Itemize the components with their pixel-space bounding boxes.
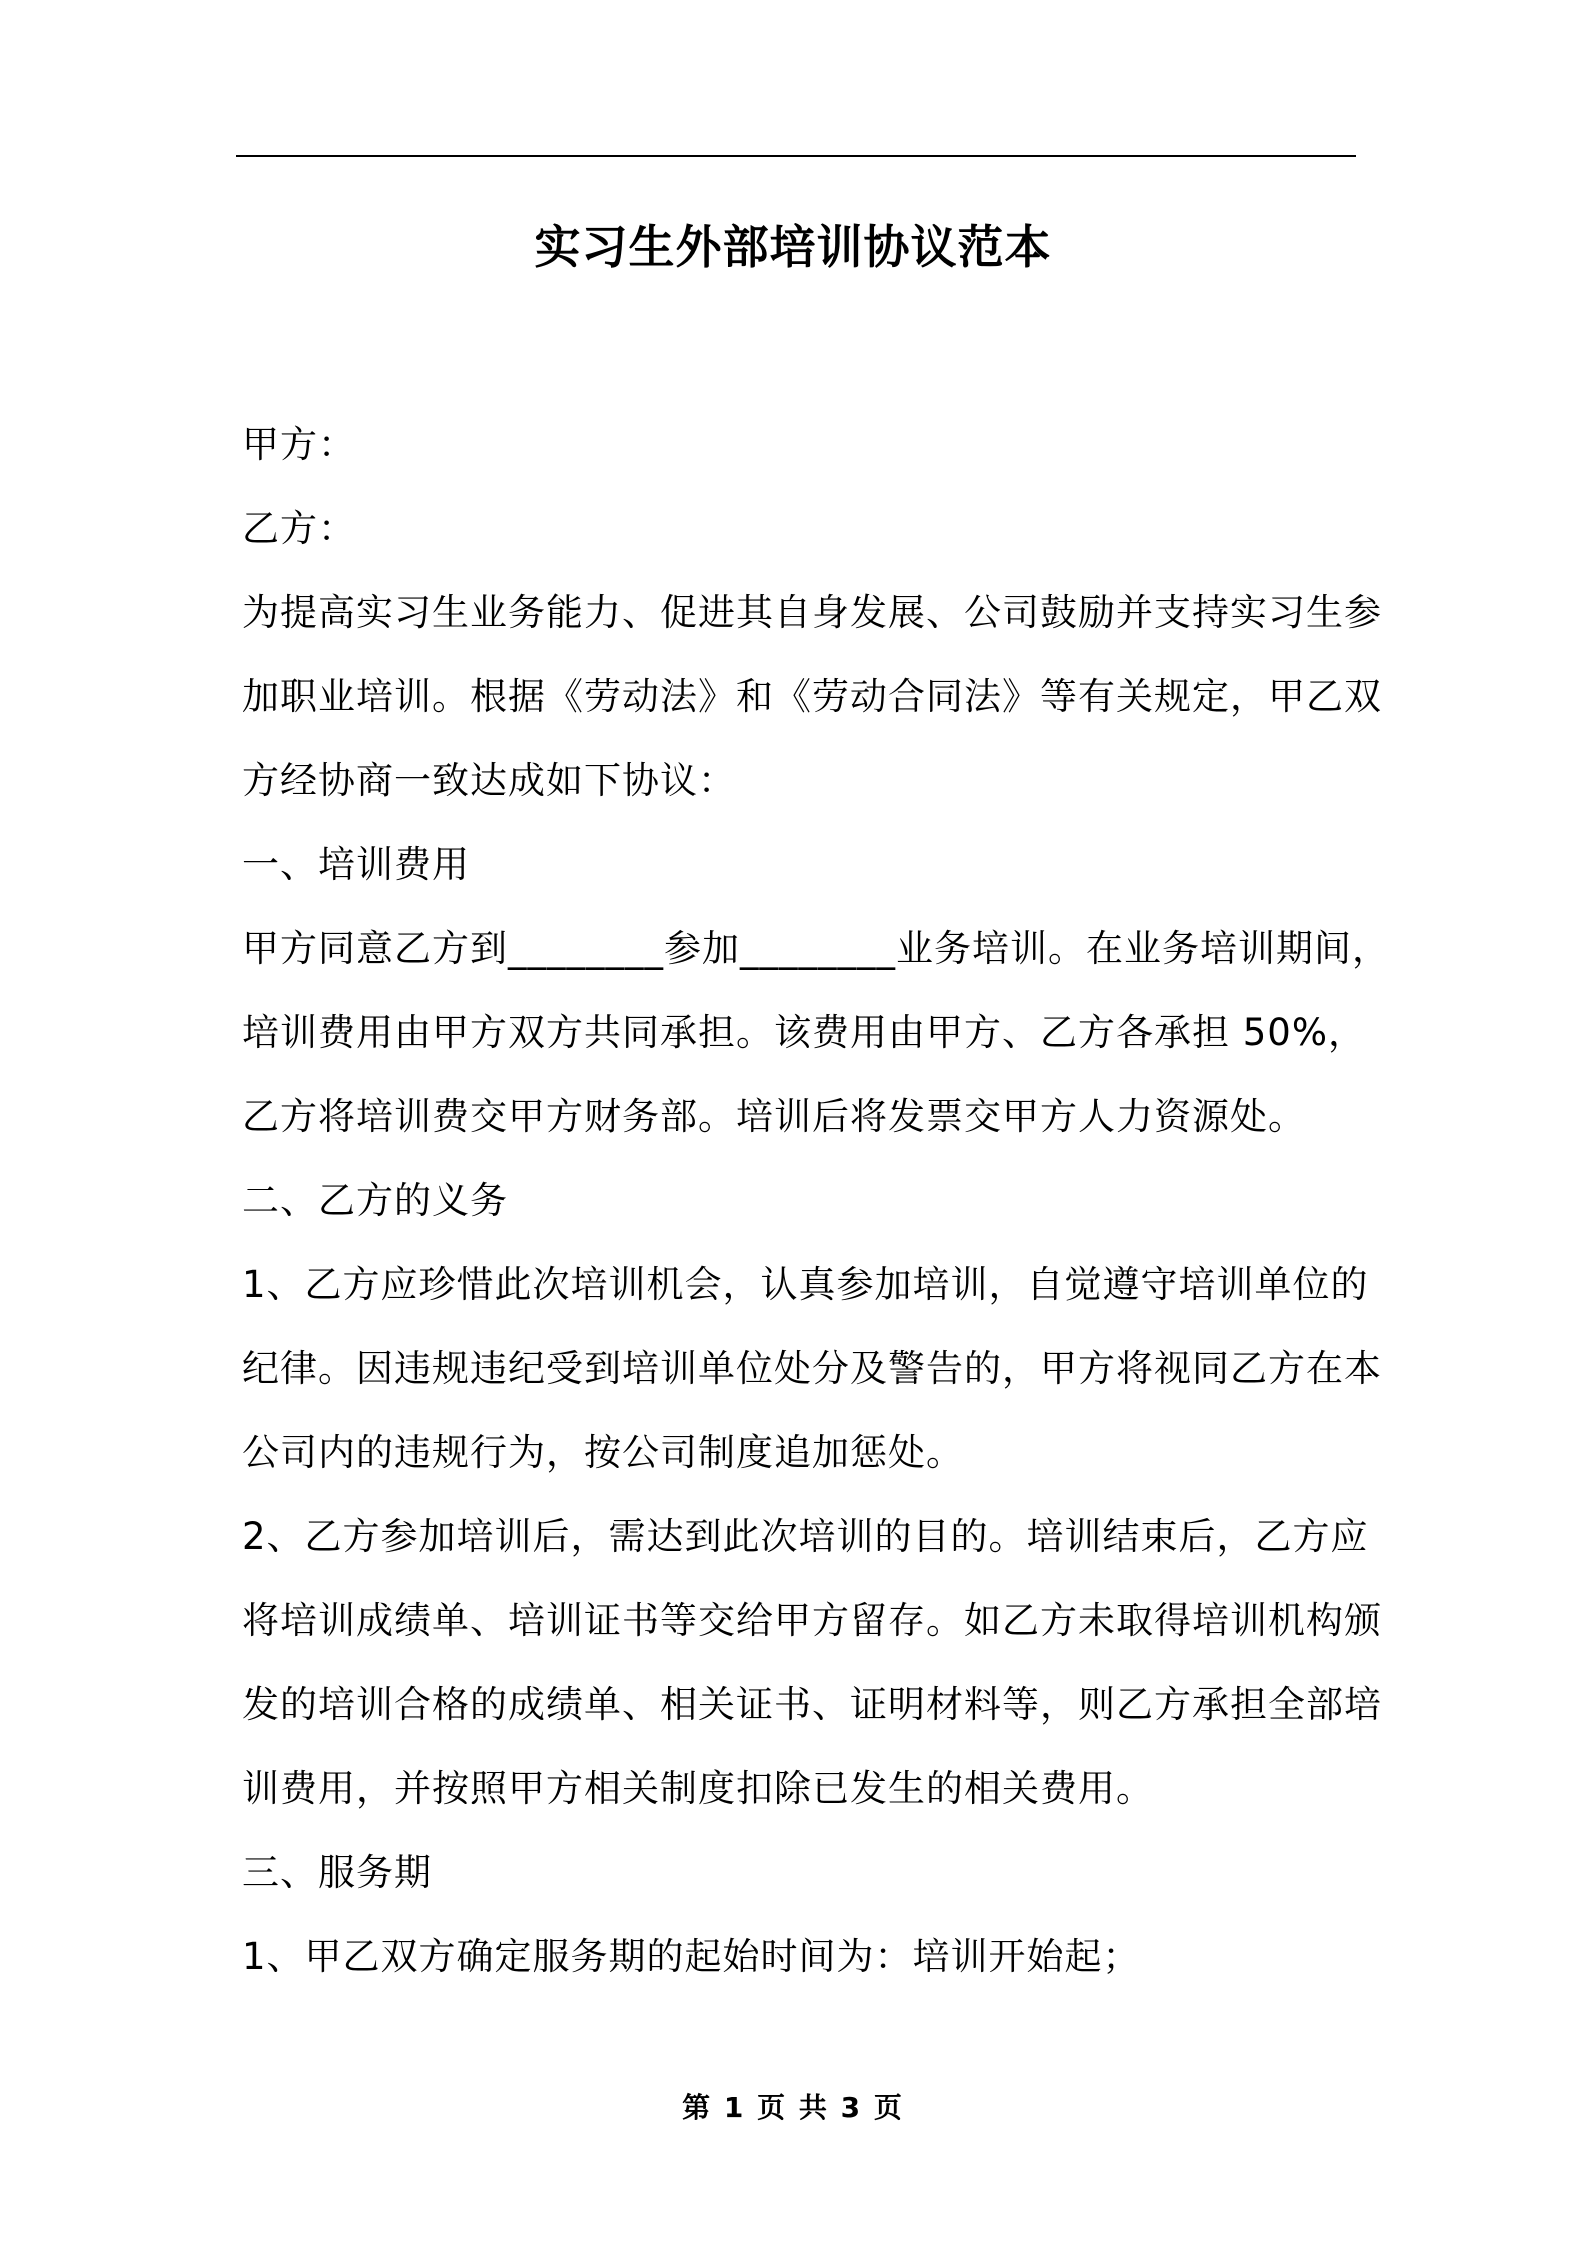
party-a-line: 甲方： <box>242 423 356 466</box>
intro-line: 方经协商一致达成如下协议： <box>242 759 736 802</box>
section-heading-service-period: 三、服务期 <box>242 1851 432 1894</box>
intro-line: 为提高实习生业务能力、促进其自身发展、公司鼓励并支持实习生参 <box>242 591 1382 634</box>
obligation-1-line: 纪律。因违规违纪受到培训单位处分及警告的，甲方将视同乙方在本 <box>242 1347 1382 1390</box>
service-period-1-line: 1、甲乙双方确定服务期的起始时间为：培训开始起； <box>242 1935 1141 1978</box>
obligation-1-line: 公司内的违规行为，按公司制度追加惩处。 <box>242 1431 964 1474</box>
obligation-1-line: 1、乙方应珍惜此次培训机会，认真参加培训，自觉遵守培训单位的 <box>242 1263 1369 1306</box>
intro-line: 加职业培训。根据《劳动法》和《劳动合同法》等有关规定，甲乙双 <box>242 675 1382 718</box>
obligation-2-line: 2、乙方参加培训后，需达到此次培训的目的。培训结束后，乙方应 <box>242 1515 1369 1558</box>
obligation-2-line: 将培训成绩单、培训证书等交给甲方留存。如乙方未取得培训机构颁 <box>242 1599 1382 1642</box>
party-b-line: 乙方： <box>242 507 356 550</box>
document-body <box>242 403 1390 1999</box>
fees-line: 培训费用由甲方双方共同承担。该费用由甲方、乙方各承担 50%， <box>242 1011 1366 1054</box>
document-title: 实习生外部培训协议范本 <box>534 220 1052 274</box>
header-rule <box>236 155 1356 157</box>
fees-line: 甲方同意乙方到________参加________业务培训。在业务培训期间， <box>242 927 1390 970</box>
section-heading-obligations: 二、乙方的义务 <box>242 1179 508 1222</box>
page-footer: 第 1 页 共 3 页 <box>682 2091 904 2124</box>
obligation-2-line: 训费用，并按照甲方相关制度扣除已发生的相关费用。 <box>242 1767 1154 1810</box>
obligation-2-line: 发的培训合格的成绩单、相关证书、证明材料等，则乙方承担全部培 <box>242 1683 1382 1726</box>
fees-line: 乙方将培训费交甲方财务部。培训后将发票交甲方人力资源处。 <box>242 1095 1306 1138</box>
section-heading-fees: 一、培训费用 <box>242 843 470 886</box>
